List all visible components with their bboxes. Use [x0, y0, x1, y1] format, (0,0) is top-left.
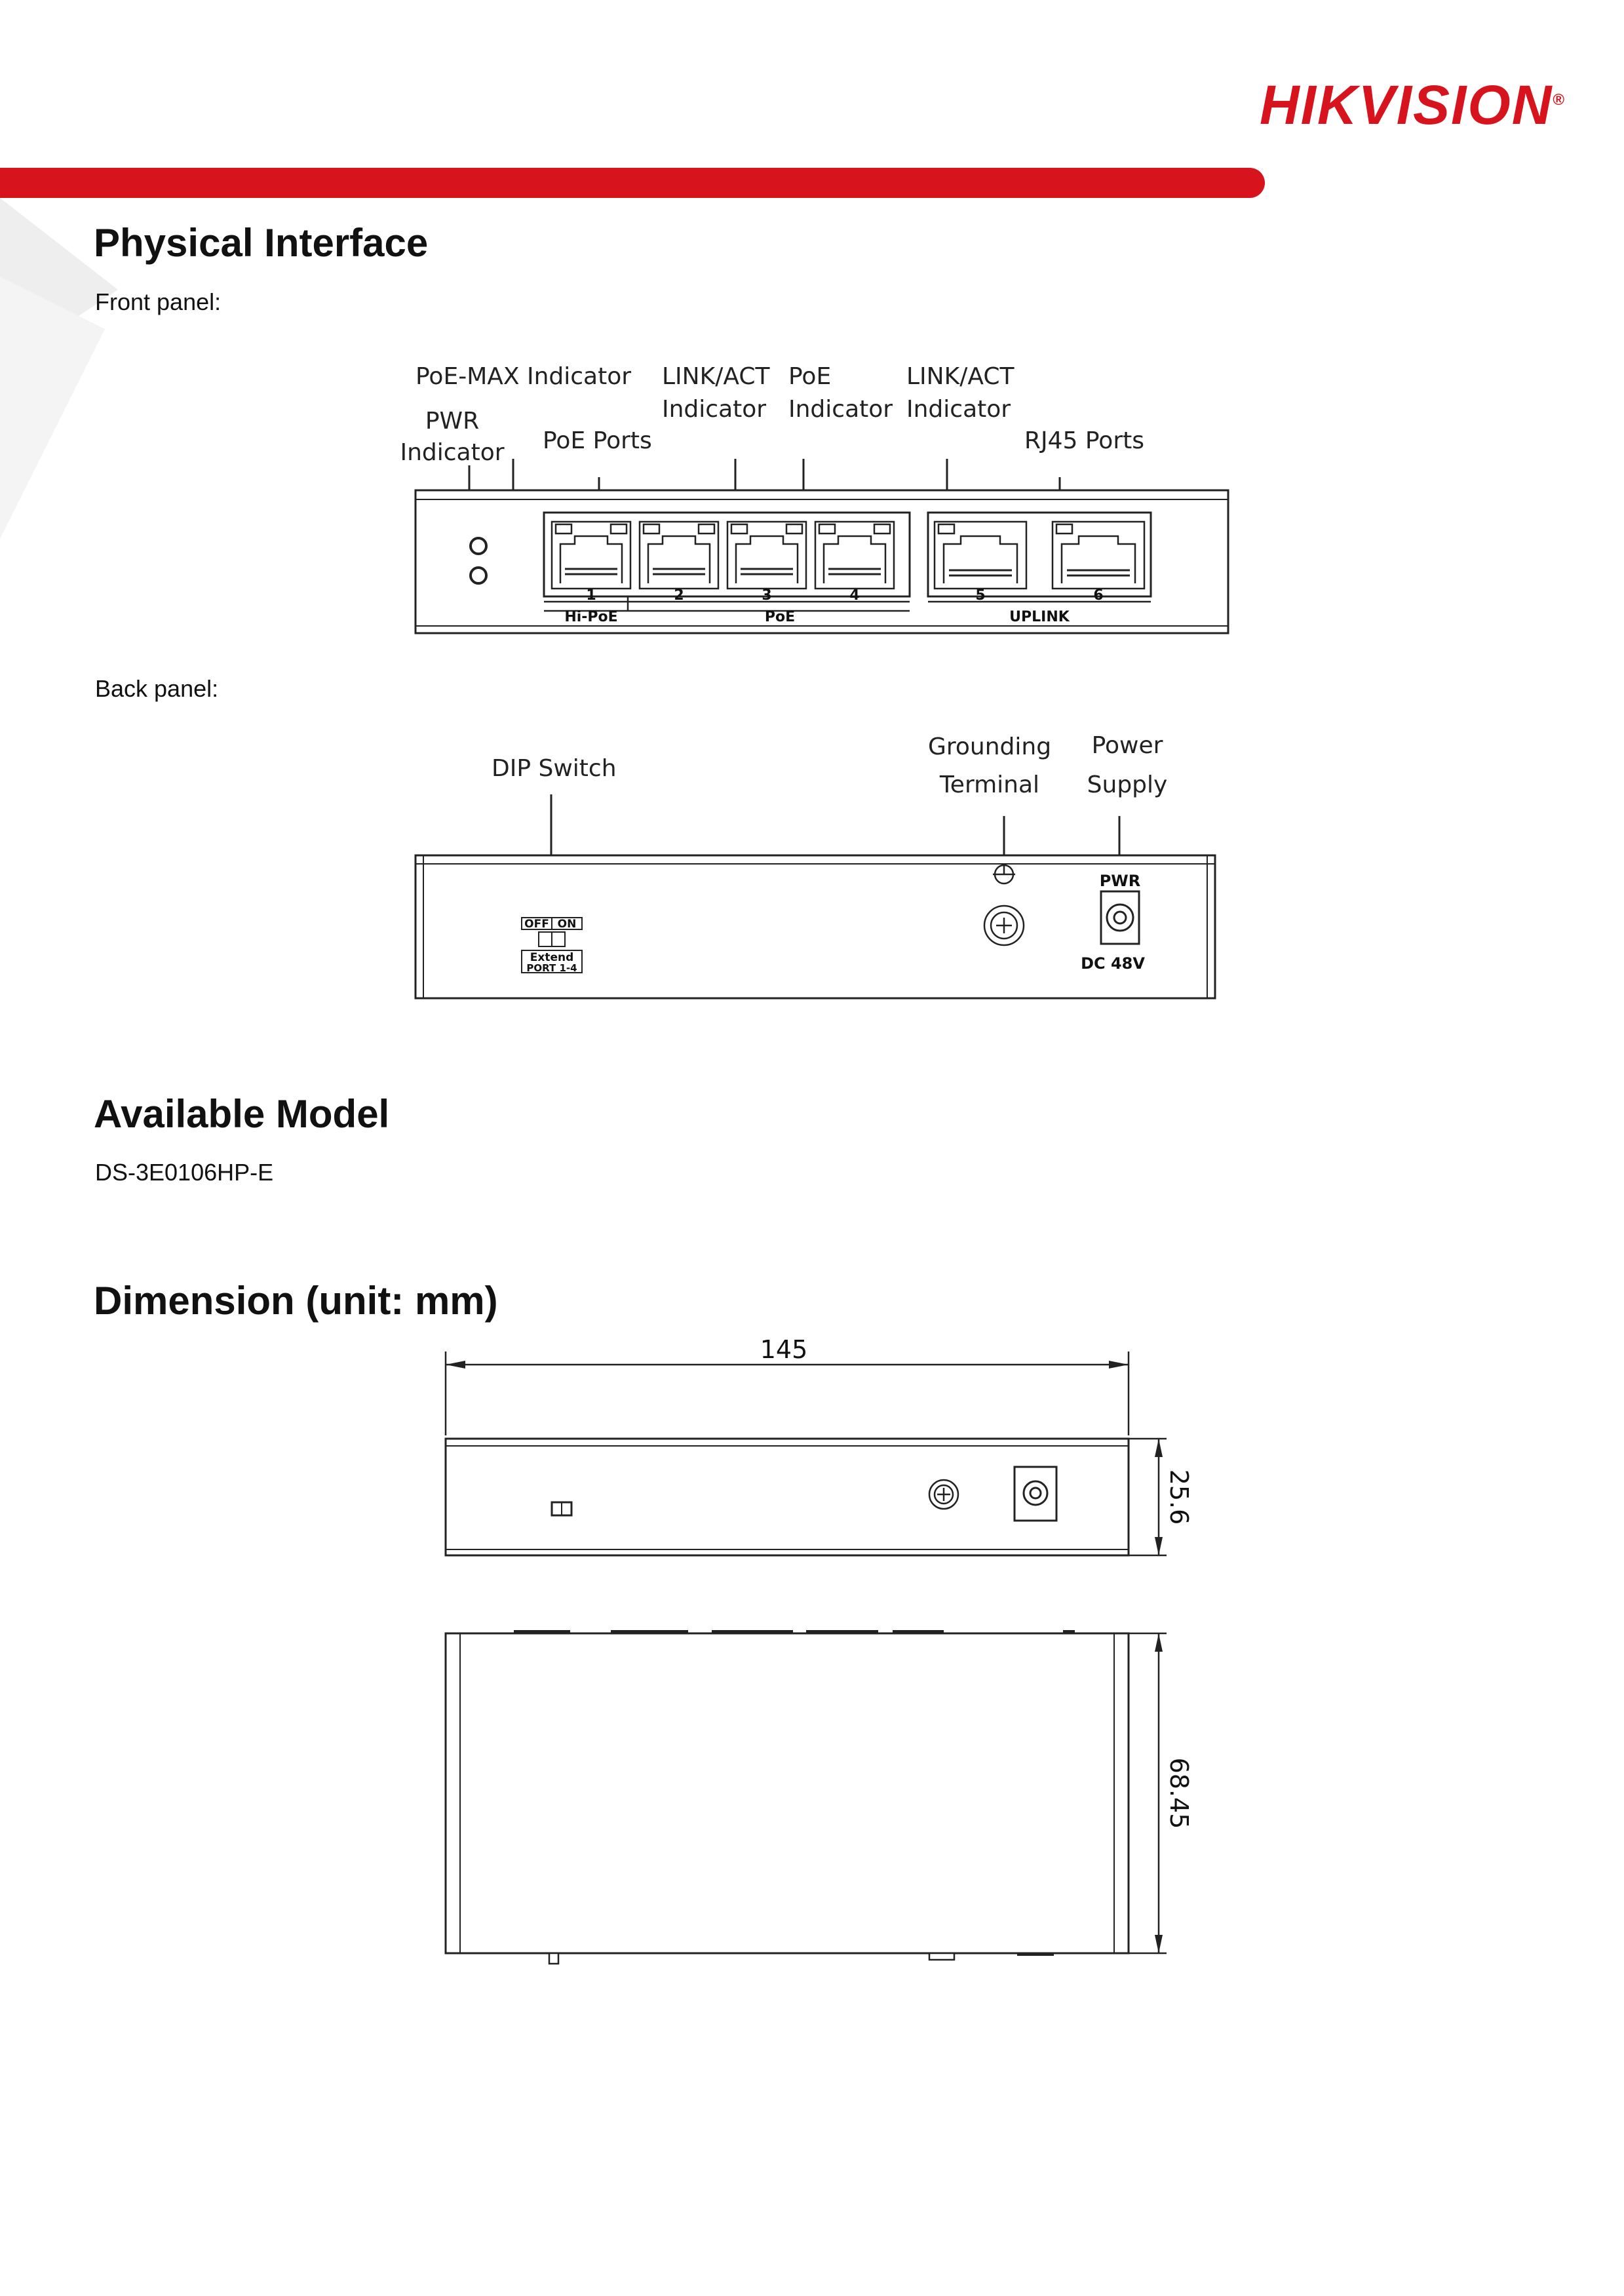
- dip-off-label: OFF: [524, 918, 549, 931]
- dip-on-label: ON: [557, 918, 577, 931]
- power-supply-label-2: Supply: [1087, 771, 1168, 798]
- dc-power-jack: [1101, 891, 1139, 944]
- poe-max-indicator-label: PoE-MAX Indicator: [416, 363, 632, 390]
- dip-switch-label: DIP Switch: [492, 755, 617, 782]
- pwr-led: [471, 538, 486, 554]
- link-act-indicator-label-2: Indicator: [662, 396, 767, 423]
- width-value: 145: [760, 1337, 808, 1364]
- dimension-heading: Dimension (unit: mm): [94, 1279, 498, 1323]
- rj45-ports-label: RJ45 Ports: [1024, 427, 1145, 454]
- model-number: DS-3E0106HP-E: [95, 1159, 274, 1186]
- hi-poe-label: Hi-PoE: [564, 609, 618, 625]
- pwr-indicator-label-2: Indicator: [400, 439, 505, 466]
- dc-48v-label: DC 48V: [1081, 954, 1145, 973]
- ground-screw: [929, 1480, 958, 1509]
- power-supply-label-1: Power: [1091, 732, 1163, 759]
- dimension-drawing: [419, 1337, 1206, 1979]
- link-act-indicator-label-3: LINK/ACT: [906, 363, 1015, 390]
- power-jack-outline: [1015, 1467, 1056, 1521]
- port-number-3: 3: [762, 587, 772, 604]
- port-number-4: 4: [849, 587, 860, 604]
- front-panel-label: Front panel:: [95, 288, 222, 315]
- height-value: 25.6: [1165, 1469, 1193, 1525]
- dip-port-label: PORT 1-4: [526, 962, 577, 974]
- depth-value: 68.45: [1165, 1757, 1193, 1829]
- port-number-6: 6: [1093, 587, 1104, 604]
- header-red-bar: [0, 168, 1265, 198]
- link-act-indicator-label-1: LINK/ACT: [662, 363, 770, 390]
- back-panel-label: Back panel:: [95, 675, 219, 702]
- poe-indicator-label-2: Indicator: [788, 396, 893, 423]
- available-model-heading: Available Model: [94, 1092, 390, 1136]
- hikvision-logo: HIKVISION®: [1260, 74, 1566, 136]
- poe-ports-label: PoE Ports: [543, 427, 652, 454]
- pwr-indicator-label-1: PWR: [425, 408, 480, 435]
- port-number-5: 5: [975, 587, 986, 604]
- front-panel-drawing: [393, 459, 1245, 642]
- back-panel-drawing: [393, 787, 1245, 1009]
- port-number-1: 1: [586, 587, 596, 604]
- poe-indicator-label-1: PoE: [788, 363, 832, 390]
- poe-group-label: PoE: [764, 609, 796, 625]
- port-number-2: 2: [674, 587, 684, 604]
- grounding-terminal-label-2: Terminal: [939, 771, 1040, 798]
- uplink-label: UPLINK: [1009, 609, 1070, 625]
- poe-max-led: [471, 568, 486, 583]
- pwr-label: PWR: [1099, 872, 1141, 890]
- dip-extend-label: Extend: [530, 951, 574, 964]
- link-act-indicator-label-4: Indicator: [906, 396, 1011, 423]
- grounding-terminal-label-1: Grounding: [927, 733, 1052, 760]
- physical-interface-heading: Physical Interface: [94, 221, 429, 265]
